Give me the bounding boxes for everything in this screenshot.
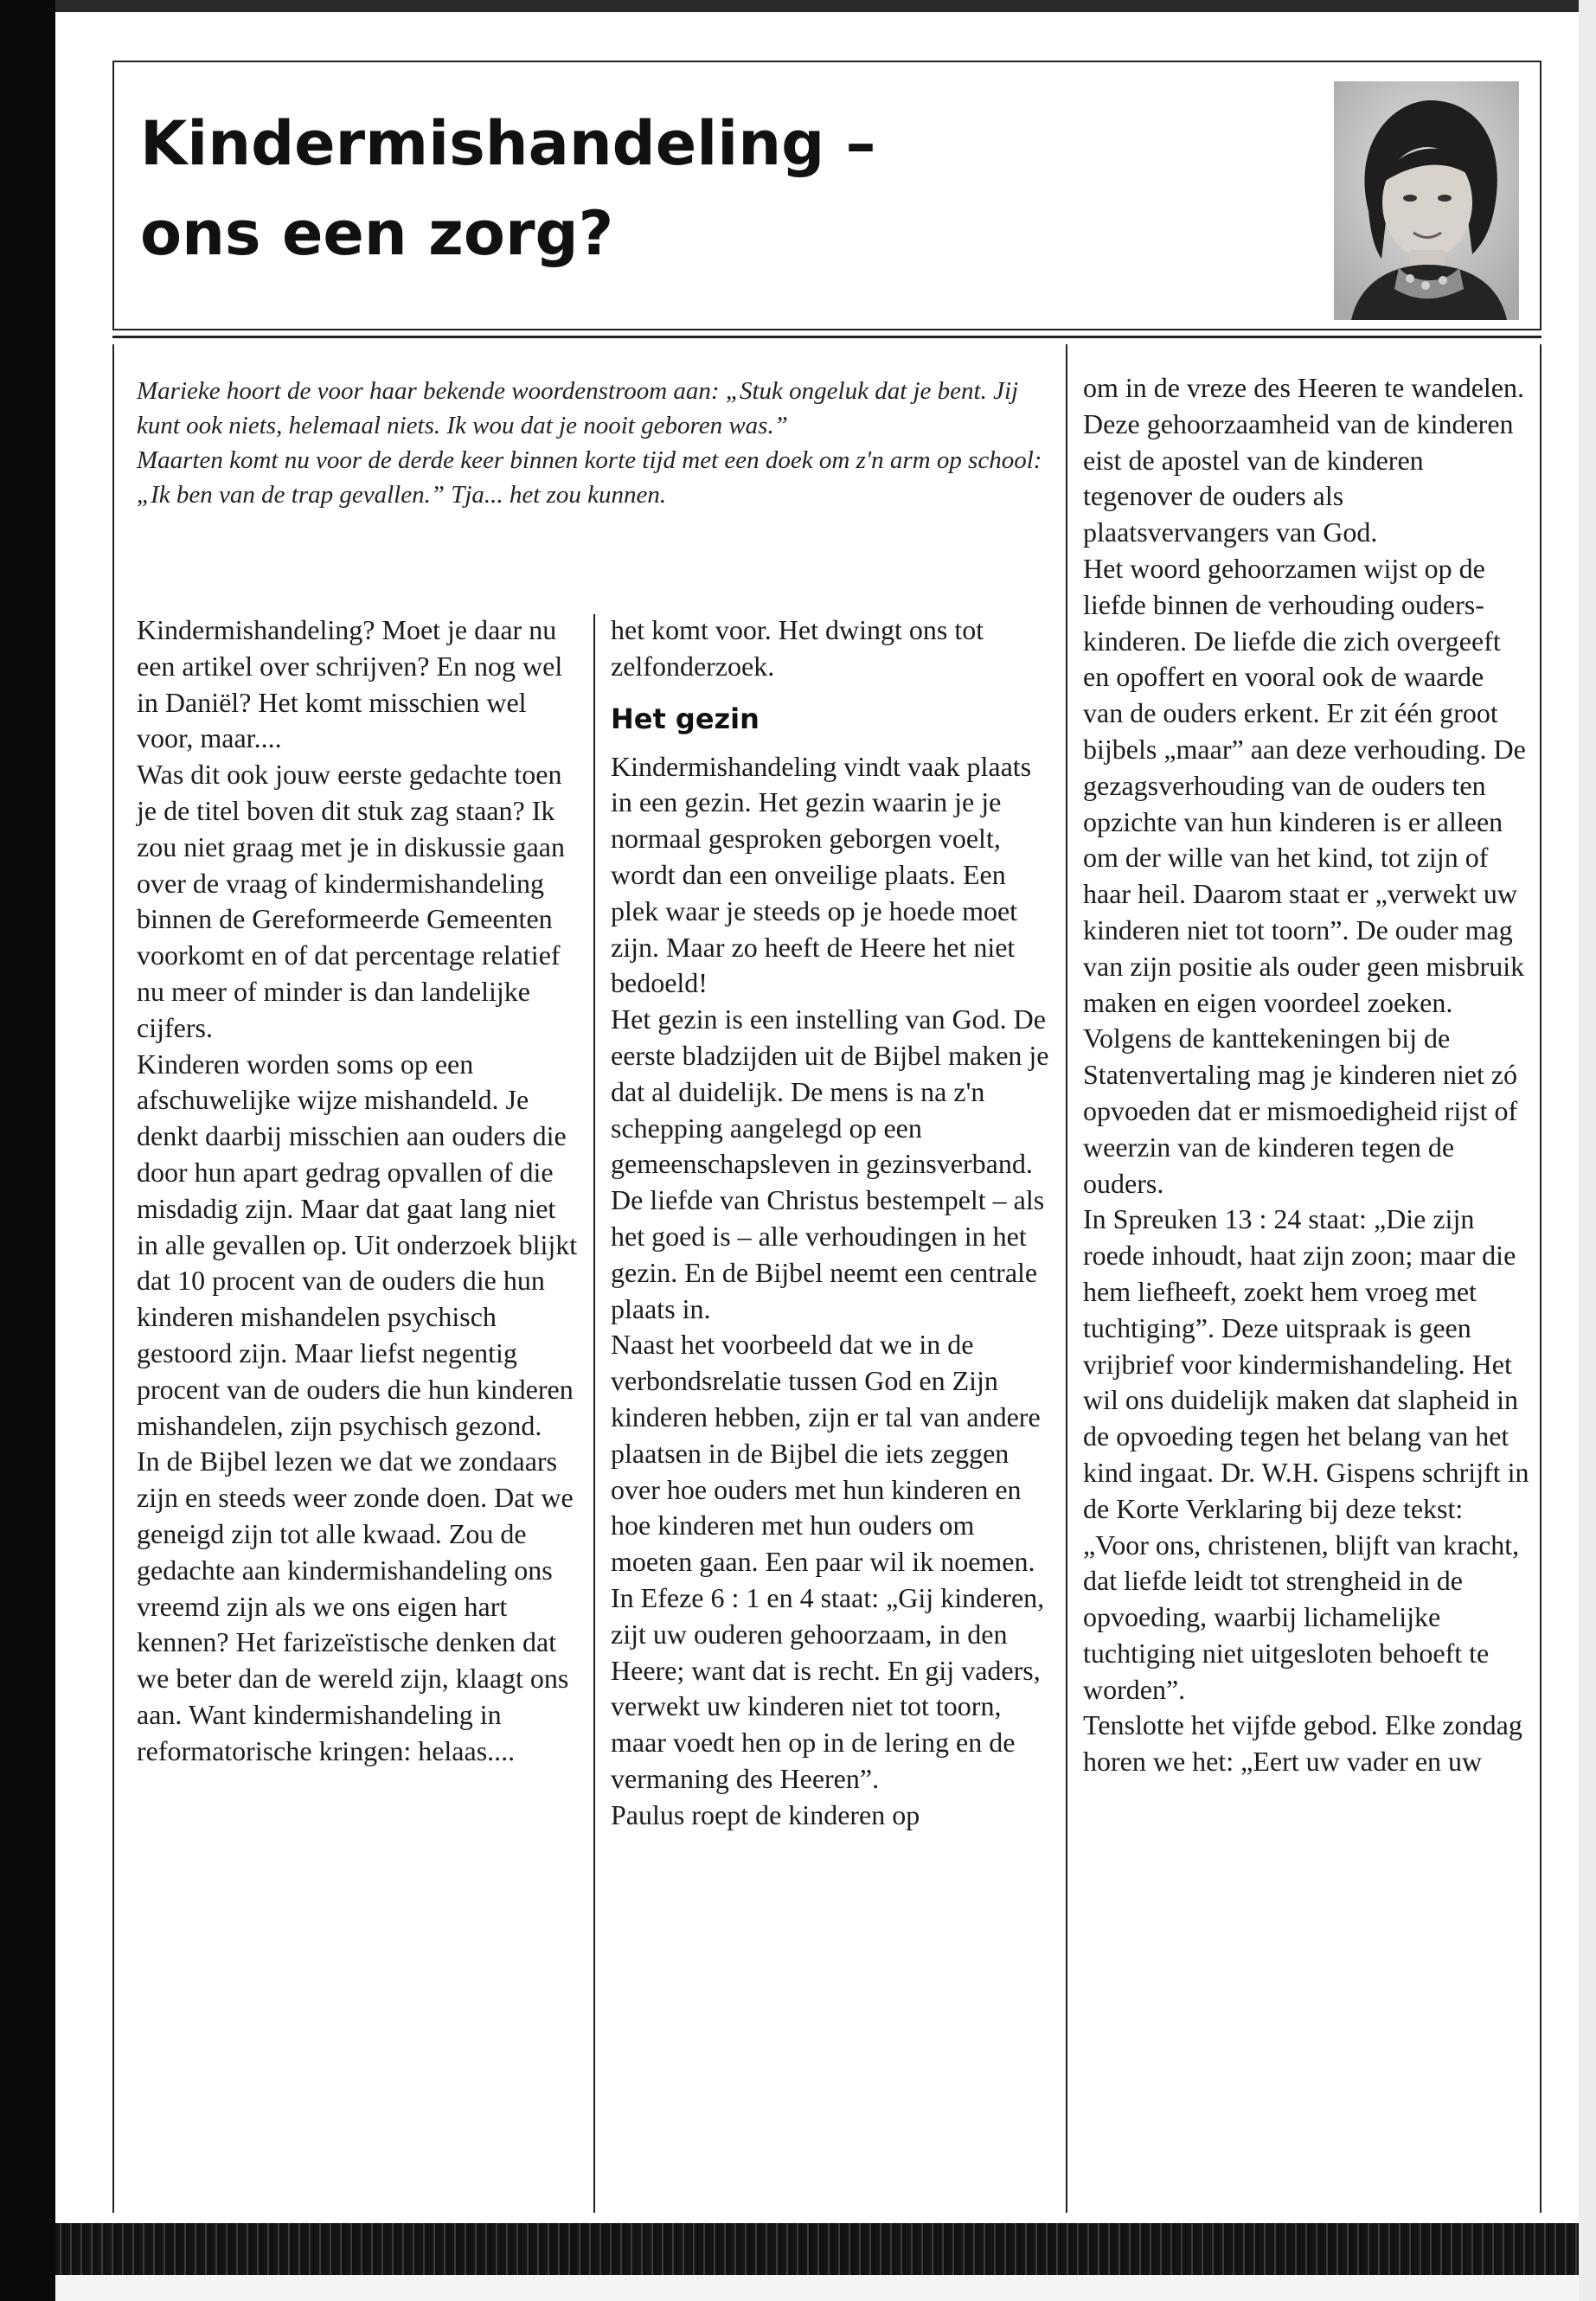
intro-paragraph: Marieke hoort de voor haar bekende woordenstroom aan: „Stuk ongeluk dat je bent. Jij kunt ook niets, helemaal niets. Ik wou dat je nooit geboren was.” — [137, 377, 1019, 439]
section-heading: Het gezin — [611, 702, 760, 735]
article-title — [140, 99, 876, 279]
body-paragraph: het komt voor. Het dwingt ons tot zelfonderzoek. — [611, 614, 984, 682]
title-box — [112, 61, 1542, 330]
body-paragraph: Was dit ook jouw eerste gedachte toen je de titel boven dit stuk zag staan? Ik zou niet graag met je in diskussie gaan over de vraag of kindermishandeling binnen de Gereformeerde Gemeenten voorkomt en of dat percentage relatief nu meer of minder is dan landelijke cijfers. — [137, 759, 565, 1043]
body-paragraph: In Spreuken 13 : 24 staat: „Die zijn roede inhoudt, haat zijn zoon; maar die hem liefheeft, zoekt hem vroeg met tuchtiging”. Deze uitspraak is geen vrijbrief voor kindermishandeling. Het wil ons duidelijk maken dat slapheid in de opvoeding tegen het belang van het kind ingaat. Dr. W.H. Gispens schrijft in de Korte Verklaring bij deze tekst: „Voor ons, christenen, blijft van kracht, dat liefde leidt tot strengheid in de opvoeding, waarbij lichamelijke tuchtiging niet uitgesloten behoeft te worden”. — [1083, 1203, 1529, 1705]
column-2 — [611, 612, 1054, 1834]
body-paragraph: Paulus roept de kinderen op — [611, 1798, 920, 1830]
author-photo — [1334, 81, 1519, 320]
scan-margin-bottom — [55, 2275, 1579, 2301]
author-portrait-image — [1334, 81, 1519, 320]
body-paragraph: om in de vreze des Heeren te wandelen. Deze gehoorzaamheid van de kinderen eist de apostel van de kinderen tegenover de ouders als plaatsvervangers van God. — [1083, 372, 1524, 548]
body-paragraph: In Efeze 6 : 1 en 4 staat: „Gij kinderen, zijt uw ouderen gehoorzaam, in den Heere; want dat is recht. En gij vaders, verwekt uw kinderen niet tot toorn, maar voedt hen op in de lering en de vermaning des Heeren”. — [611, 1581, 1045, 1794]
body-paragraph: Kindermishandeling? Moet je daar nu een artikel over schrijven? En nog wel in Daniël? Het komt misschien wel voor, maar.... — [137, 614, 563, 754]
body-paragraph: Het woord gehoorzamen wijst op de liefde binnen de verhouding ouders-kinderen. De liefde die zich overgeeft en opoffert en vooral ook de waarde van de ouders erkent. Er zit één groot bijbels „maar” aan deze verhouding. De gezagsverhouding van de ouders ten opzichte van hun kinderen is er alleen om der wille van het kind, tot zijn of haar heil. Daarom staat er „verwekt uw kinderen niet tot toorn”. De ouder mag van zijn positie als ouder geen misbruik maken en eigen voordeel zoeken. Volgens de kanttekeningen bij de Statenvertaling mag je kinderen niet zó opvoeden dat er mismoedigheid rijst of weerzin van de kinderen tegen de ouders. — [1083, 552, 1526, 1199]
body-paragraph: Kinderen worden soms op een afschuwelijke wijze mishandeld. Je denkt daarbij misschien aan ouders die door hun apart gedrag opvallen of die misdadig zijn. Maar dat gaat lang niet in alle gevallen op. Uit onderzoek blijkt dat 10 procent van de ouders die hun kinderen mishandelen psychisch gestoord zijn. Maar liefst negentig procent van de ouders die hun kinderen mishandelen, zijn psychisch gezond. — [137, 1048, 578, 1441]
body-paragraph: In de Bijbel lezen we dat we zondaars zijn en steeds weer zonde doen. Dat we geneigd zijn tot alle kwaad. Zou de gedachte aan kindermishandeling ons vreemd zijn als we ons eigen hart kennen? Het farizeïstische denken dat we beter dan de wereld zijn, klaagt ons aan. Want kindermishandeling in reformatorische kringen: helaas.... — [137, 1445, 574, 1766]
scan-edge-bottom — [55, 2223, 1579, 2275]
scan-edge-left — [0, 0, 55, 2301]
body-paragraph: De liefde van Christus bestempelt – als het goed is – alle verhoudingen in het gezin. En de Bijbel neemt een centrale plaats in. — [611, 1184, 1045, 1324]
article-intro — [137, 374, 1045, 512]
column-rule-2 — [1066, 344, 1067, 2213]
title-divider — [112, 336, 1542, 338]
column-1 — [137, 612, 578, 1770]
scan-edge-top — [55, 0, 1596, 12]
column-3 — [1083, 370, 1529, 1780]
column-rule-1 — [593, 614, 595, 2213]
body-paragraph: Kindermishandeling vindt vaak plaats in een gezin. Het gezin waarin je je normaal gesproken geborgen voelt, wordt dan een onveilige plaats. Een plek waar je steeds op je hoede moet zijn. Maar zo heeft de Heere het niet bedoeld! — [611, 750, 1032, 999]
body-paragraph: Het gezin is een instelling van God. De eerste bladzijden uit de Bijbel maken je dat al duidelijk. De mens is na z'n schepping aangelegd op een gemeenschapsleven in gezinsverband. — [611, 1003, 1049, 1180]
body-paragraph: Tenslotte het vijfde gebod. Elke zondag horen we het: „Eert uw vader en uw — [1083, 1709, 1522, 1778]
article-title-line-2: ons een zorg? — [140, 198, 614, 269]
column-rule-right — [1540, 344, 1542, 2213]
body-paragraph: Naast het voorbeeld dat we in de verbondsrelatie tussen God en Zijn kinderen hebben, zijn er tal van andere plaatsen in de Bijbel die iets zeggen over hoe ouders met hun kinderen en hoe kinderen met hun ouders om moeten gaan. Een paar wil ik noemen. — [611, 1329, 1041, 1578]
article-title-line-1: Kindermishandeling – — [140, 108, 876, 179]
scan-edge-right — [1579, 0, 1596, 2301]
column-rule-left — [112, 344, 114, 2213]
intro-paragraph: Maarten komt nu voor de derde keer binnen korte tijd met een doek om z'n arm op school: „Ik ben van de trap gevallen.” Tja... het zou kunnen. — [137, 446, 1042, 509]
